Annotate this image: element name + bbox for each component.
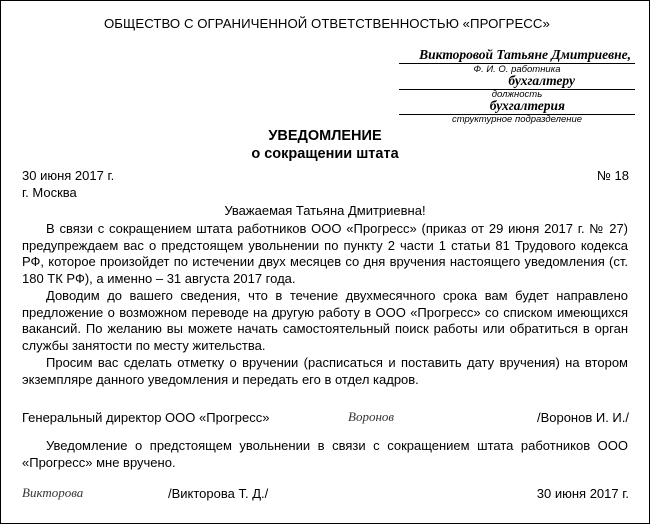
notice-date: 30 июня 2017 г. — [22, 168, 115, 183]
director-position: Генеральный директор ООО «Прогресс» — [22, 410, 270, 425]
director-name: /Воронов И. И./ — [536, 410, 629, 425]
recipient-department-caption: структурное подразделение — [451, 114, 583, 125]
recipient-name-line — [399, 47, 635, 64]
notice-city: г. Москва — [22, 185, 77, 200]
recipient-position-line — [399, 73, 635, 90]
recipient-department: бухгалтерия — [489, 98, 565, 113]
body-paragraph-3: Просим вас сделать отметку о вручении (расписаться и поставить дату вручения) на втором экземпляре данного уведомления и передать его в отдел кадров. — [22, 355, 628, 387]
notice-number: № 18 — [596, 168, 629, 183]
notice-title: УВЕДОМЛЕНИЕ — [268, 128, 382, 144]
body-paragraph-2: Доводим до вашего сведения, что в течение двухмесячного срока вам будет направлено предложение о возможном переводе на другую работу в ООО «Прогресс» со списком имеющихся вакансий. По желанию вы можете начать самостоятельный поиск работы или обратиться в орган службы занятости по месту жительства. — [22, 288, 628, 353]
greeting: Уважаемая Татьяна Дмитриевна! — [224, 203, 426, 218]
notice-subtitle: о сокращении штата — [251, 146, 399, 162]
organization-name: ОБЩЕСТВО С ОГРАНИЧЕННОЙ ОТВЕТСТВЕННОСТЬЮ «ПРОГРЕСС» — [104, 16, 550, 31]
acknowledgement-text: Уведомление о предстоящем увольнении в связи с сокращением штата работников ООО «Прогресс» мне вручено. — [22, 438, 628, 470]
recipient-position-caption: должность — [491, 89, 543, 100]
employee-date: 30 июня 2017 г. — [536, 486, 629, 501]
recipient-department-line — [399, 98, 635, 115]
recipient-position: бухгалтеру — [508, 73, 575, 88]
body-paragraph-1: В связи с сокращением штата работников ООО «Прогресс» (приказ от 29 июня 2017 г. № 27) предупреждаем вас о предстоящем увольнении по пункту 2 части 1 статьи 81 Трудового кодекса РФ, которое произойдет по истечении двух месяцев со дня вручения настоящего уведомления (ст. 180 ТК РФ), а именно – 31 августа 2017 года. — [22, 221, 628, 286]
recipient-name: Викторовой Татьяне Дмитриевне, — [419, 47, 631, 62]
employee-signature: Викторова — [22, 485, 84, 500]
director-signature: Воронов — [348, 409, 395, 424]
employee-name: /Викторова Т. Д./ — [168, 486, 269, 501]
recipient-name-caption: Ф. И. О. работника — [473, 64, 561, 75]
